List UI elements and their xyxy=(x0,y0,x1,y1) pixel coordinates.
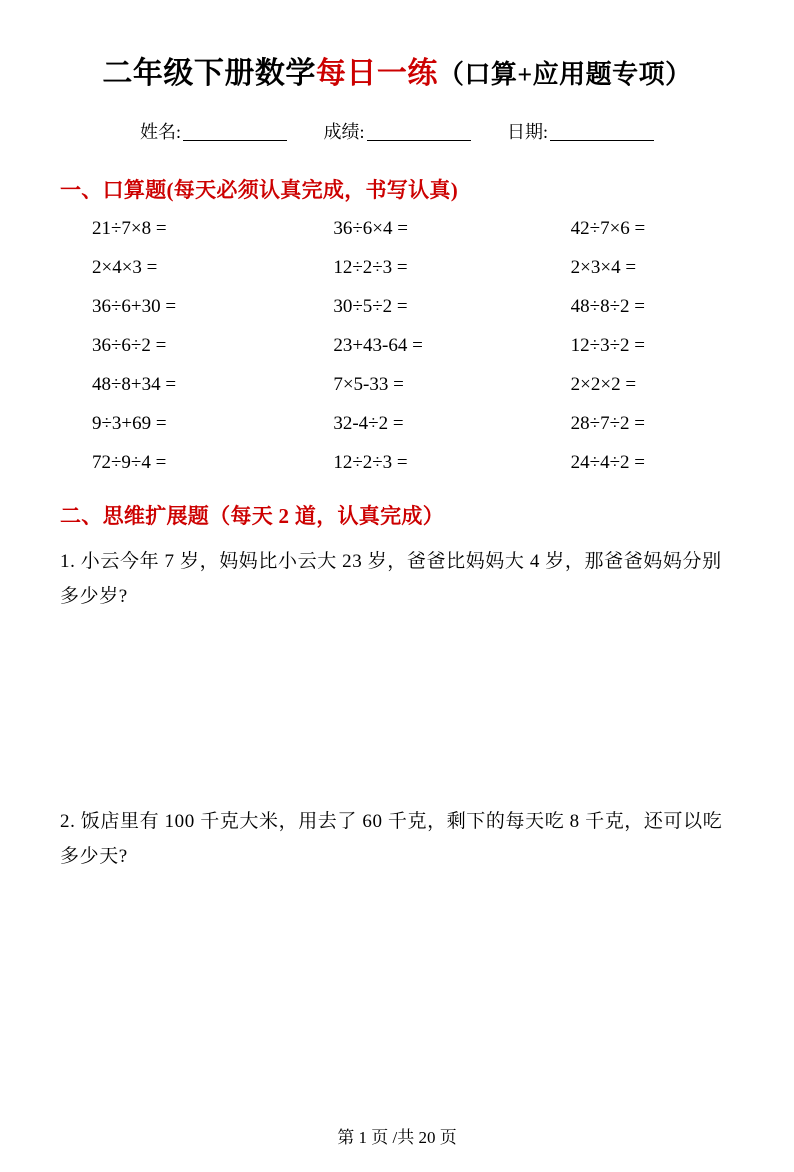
oral-problem: 12÷2÷3 = xyxy=(333,452,408,473)
worksheet-page xyxy=(0,48,794,1172)
date-blank[interactable] xyxy=(550,124,654,141)
name-field[interactable] xyxy=(140,118,287,144)
score-label: 成绩: xyxy=(323,122,365,142)
word-problem-2: 2. 饭店里有 100 千克大米，用去了 60 千克，剩下的每天吃 8 千克，还可以吃多少天? xyxy=(60,811,723,868)
oral-problem: 36÷6÷2 = xyxy=(92,335,167,356)
oral-problem: 21÷7×8 = xyxy=(92,218,167,239)
oral-problem: 48÷8+34 = xyxy=(92,374,177,395)
oral-problem: 2×3×4 = xyxy=(570,257,637,278)
section-heading-oral: 一、口算题(每天必须认真完成，书写认真) xyxy=(60,178,458,202)
oral-problem: 36÷6×4 = xyxy=(333,218,408,239)
oral-problem: 28÷7÷2 = xyxy=(570,413,645,434)
oral-problem: 24÷4÷2 = xyxy=(570,452,645,473)
name-blank[interactable] xyxy=(183,124,287,141)
word-problem-1: 1. 小云今年 7 岁，妈妈比小云大 23 岁，爸爸比妈妈大 4 岁，那爸爸妈妈分别多少岁? xyxy=(60,551,722,608)
oral-problem: 12÷2÷3 = xyxy=(333,257,408,278)
score-blank[interactable] xyxy=(367,124,471,141)
date-field[interactable] xyxy=(507,118,654,144)
oral-problem: 9÷3+69 = xyxy=(92,413,167,434)
score-field[interactable] xyxy=(323,118,470,144)
oral-problem: 42÷7×6 = xyxy=(570,218,646,239)
oral-problem: 7×5-33 = xyxy=(333,374,404,395)
oral-problem: 2×2×2 = xyxy=(570,374,637,395)
oral-problem: 2×4×3 = xyxy=(92,257,158,278)
page-footer: 第 1 页 /共 20 页 xyxy=(337,1128,457,1147)
title-part-1: 二年级下册数学 xyxy=(102,57,316,90)
oral-problem: 36÷6+30 = xyxy=(92,296,177,317)
oral-problem: 32-4÷2 = xyxy=(333,413,404,434)
student-info-line xyxy=(60,118,734,144)
oral-problem: 48÷8÷2 = xyxy=(570,296,645,317)
title-part-2: 每日一练 xyxy=(315,57,438,90)
name-label: 姓名: xyxy=(139,122,181,142)
oral-problem-grid xyxy=(60,218,734,474)
page-title xyxy=(60,48,734,92)
date-label: 日期: xyxy=(507,122,549,142)
oral-problem: 12÷3÷2 = xyxy=(570,335,645,356)
title-part-3: （口算+应用题专项） xyxy=(437,60,692,89)
oral-problem: 30÷5÷2 = xyxy=(333,296,408,317)
oral-problem: 72÷9÷4 = xyxy=(92,452,167,473)
oral-problem: 23+43-64 = xyxy=(333,335,423,356)
section-heading-word-problems: 二、思维扩展题（每天 2 道，认真完成） xyxy=(60,504,444,528)
